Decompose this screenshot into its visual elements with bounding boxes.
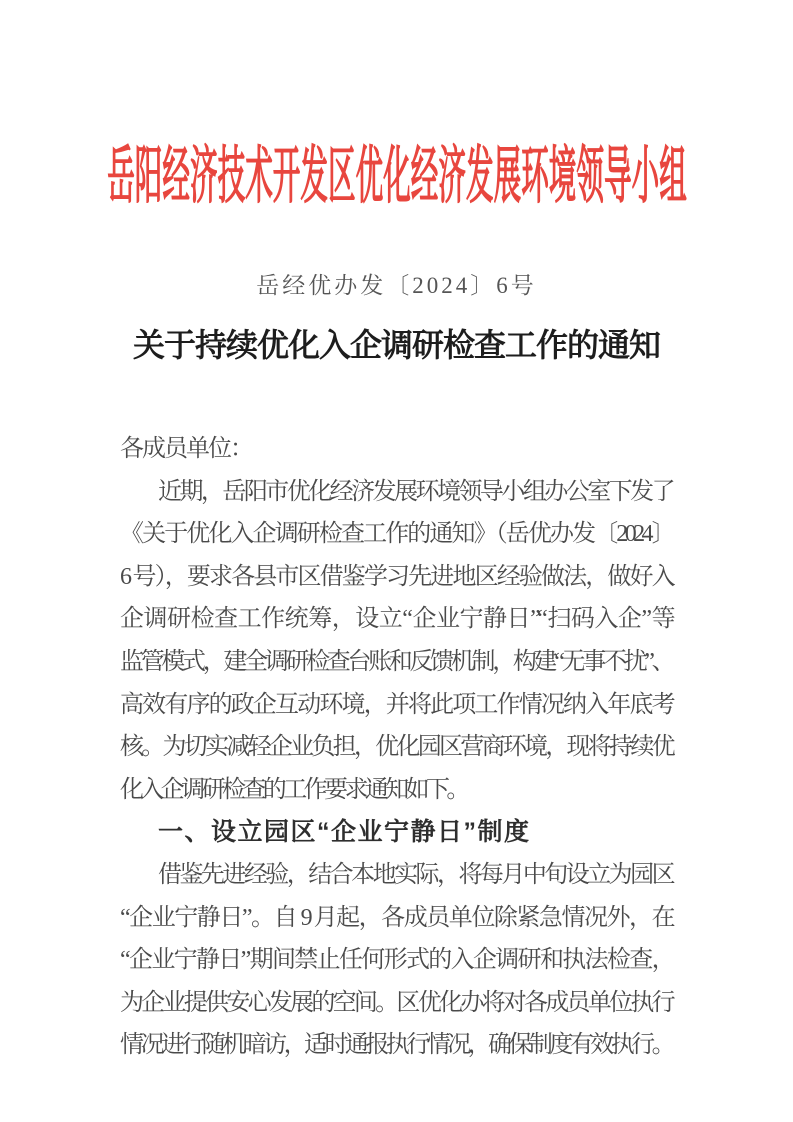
body-line: 借鉴先进经验，结合本地实际，将每月中旬设立为园区 [158,861,672,888]
paragraphs [120,471,672,1067]
body-line: 《关于优化入企调研检查工作的通知》（岳优办发〔2024〕 [120,521,672,548]
body-line: “企业宁静日”。自 9 月起，各成员单位除紧急情况外，在 [120,904,672,931]
doc-number: 岳经优办发〔2024〕6号 [256,273,537,298]
body-line: 核。为切实减轻企业负担，优化园区营商环境，现将持续优 [120,734,672,761]
body-line: 监管模式，建全调研检查台账和反馈机制，构建“无事不扰”、 [120,648,672,675]
body-line: 企调研检查工作统筹，设立“企业宁静日”“扫码入企”等 [120,606,672,633]
doc-title: 关于持续优化入企调研检查工作的通知 [132,327,660,363]
body-line: 化入企调研检查的工作要求通知如下。 [120,776,467,803]
org-title: 岳阳经济技术开发区优化经济发展环境领导小组 [106,141,687,211]
doc-body [120,428,672,1067]
body-line: 6 号），要求各县市区借鉴学习先进地区经验做法，做好入 [120,563,672,590]
section-heading: 一、设立园区“企业宁静日”制度 [158,818,531,847]
body-line: 情况进行随机暗访，适时通报执行情况，确保制度有效执行。 [120,1032,672,1059]
body-line: 高效有序的政企互动环境，并将此项工作情况纳入年底考 [120,691,672,718]
salutation: 各成员单位： [120,436,252,462]
red-header [0,143,793,211]
body-line: 近期，岳阳市优化经济发展环境领导小组办公室下发了 [158,478,672,505]
body-line: “企业宁静日”期间禁止任何形式的入企调研和执法检查， [120,947,672,974]
body-line: 为企业提供安心发展的空间。区优化办将对各成员单位执行 [120,989,672,1016]
